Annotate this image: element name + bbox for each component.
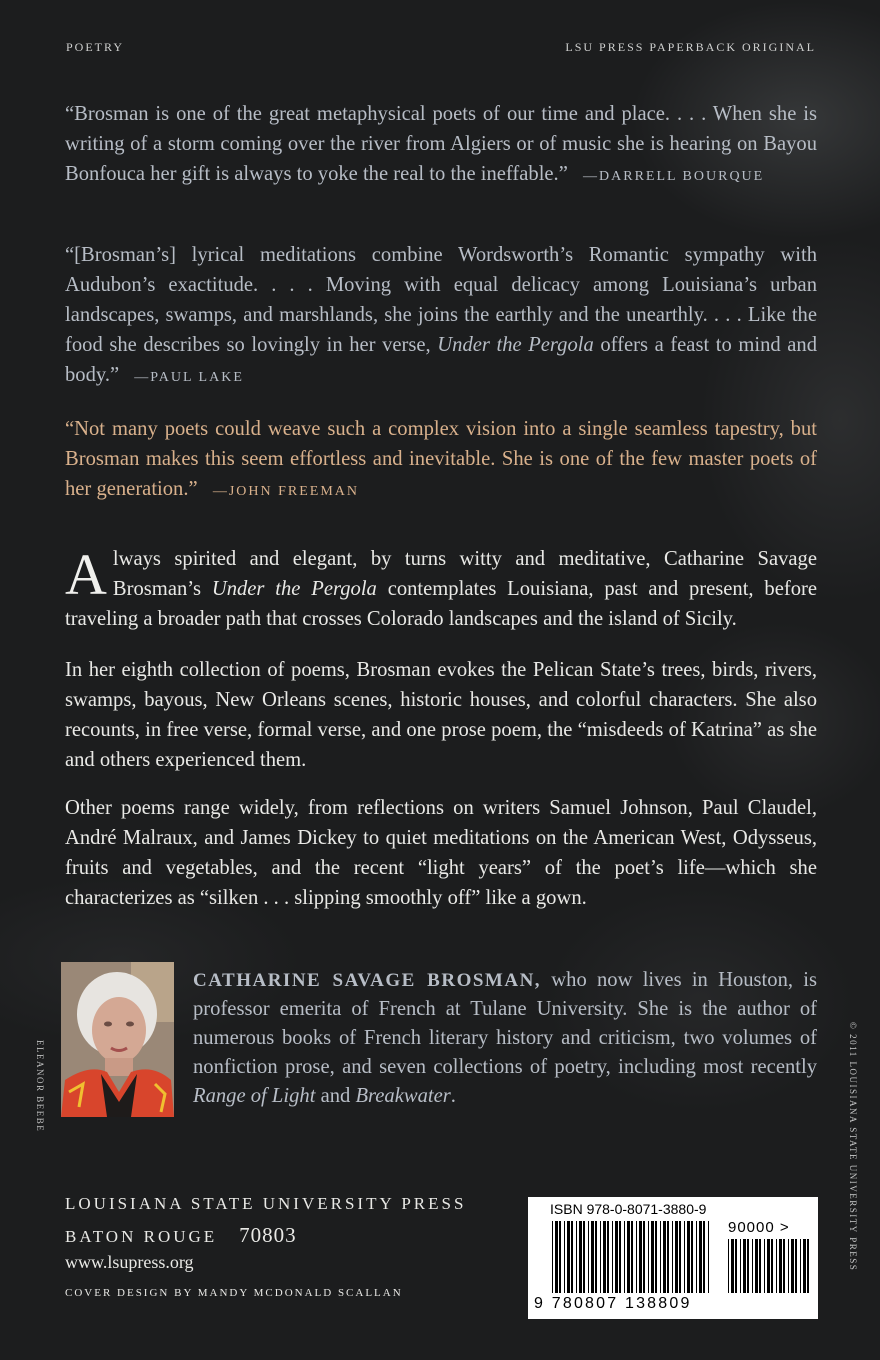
barcode-bar	[552, 1221, 553, 1293]
barcode-bar	[791, 1239, 794, 1293]
barcode-bar	[583, 1221, 585, 1293]
description-paragraph-1	[65, 544, 817, 634]
barcode-bar	[571, 1221, 573, 1293]
barcode-bar	[663, 1221, 666, 1293]
blurb-lake	[65, 240, 817, 393]
barcode-bar	[771, 1239, 773, 1293]
barcode-bar	[759, 1239, 761, 1293]
photo-credit: ELEANOR BEEBE	[35, 1040, 45, 1133]
barcode-bar	[648, 1221, 649, 1293]
barcode-bar	[788, 1239, 789, 1293]
blurb-text: “[Brosman’s] lyrical meditations combine Wordsworth’s Romantic sympathy with Audubon’s exactitude. . . . Moving with equal delicacy among Louisiana’s urban landscapes, swamps, and marshlands, she joins the earthly and the unearthly. . . . Like the food she describes so lovingly in her verse,	[65, 244, 817, 356]
barcode-bar	[783, 1239, 785, 1293]
price-code: 90000 >	[728, 1219, 790, 1236]
drop-cap: A	[65, 542, 107, 607]
author-photo	[61, 962, 174, 1117]
barcode-bar	[639, 1221, 642, 1293]
barcode-bar	[800, 1239, 801, 1293]
barcode-bar	[655, 1221, 657, 1293]
barcode-bar	[615, 1221, 618, 1293]
barcode-bar	[755, 1239, 758, 1293]
barcode-bar	[612, 1221, 613, 1293]
bio-text: and	[315, 1085, 356, 1107]
barcode-bar	[667, 1221, 669, 1293]
ean-digits: 9 780807 138809	[534, 1295, 692, 1312]
barcode-bar	[767, 1239, 770, 1293]
barcode-bar	[576, 1221, 577, 1293]
description-paragraph-3: Other poems range widely, from reflections on writers Samuel Johnson, Paul Claudel, André Malraux, and James Dickey to quiet meditations on the American West, Odysseus, fruits and vegetables, and the recent “light years” of the poet’s life—which she characterizes as “silken . . . slipping smoothly off” like a gown.	[65, 797, 817, 909]
copyright-notice: © 2011 LOUISIANA STATE UNIVERSITY PRESS	[848, 1022, 858, 1272]
barcode-bar	[619, 1221, 621, 1293]
barcode-bar	[696, 1221, 697, 1293]
bio-text: who now lives in Houston, is professor emerita of French at Tulane University. She is the author of numerous books of French literary history and criticism, two volumes of nonfiction prose, and seven collections of poetry, including most recently	[193, 969, 817, 1078]
barcode-bar	[595, 1221, 597, 1293]
book-title: Under the Pergola	[211, 578, 377, 600]
barcode-bar	[627, 1221, 630, 1293]
book-title: Breakwater	[355, 1085, 451, 1107]
barcode-bar	[687, 1221, 690, 1293]
barcode-bar	[740, 1239, 741, 1293]
book-title: Under the Pergola	[437, 334, 594, 356]
barcode-bar	[555, 1221, 558, 1293]
barcode-bar	[564, 1221, 565, 1293]
barcode-bar	[779, 1239, 782, 1293]
publisher-city: BATON ROUGE	[65, 1227, 218, 1246]
barcode-bar	[588, 1221, 589, 1293]
barcode-bar	[795, 1239, 797, 1293]
category-label: POETRY	[66, 40, 125, 54]
publisher-url[interactable]: www.lsupress.org	[65, 1252, 194, 1272]
barcode-bar	[764, 1239, 765, 1293]
blurb-attribution: —JOHN FREEMAN	[212, 484, 359, 499]
barcode-bar	[679, 1221, 681, 1293]
barcode-bar	[600, 1221, 601, 1293]
barcode-bar	[731, 1239, 734, 1293]
author-name: CATHARINE SAVAGE BROSMAN,	[193, 970, 542, 991]
barcode-bar	[559, 1221, 561, 1293]
barcode-bar	[743, 1239, 746, 1293]
blurb-text: “Not many poets could weave such a complex vision into a single seamless tapestry, but Brosman makes this seem effortless and inevitable. She is one of the few master poets of her generation.”	[65, 418, 817, 500]
description-paragraph-2: In her eighth collection of poems, Brosman evokes the Pelican State’s trees, birds, rivers, swamps, bayous, New Orleans scenes, historic houses, and colorful characters. She also recounts, in free verse, formal verse, and one prose poem, the “misdeeds of Katrina” as she and others experienced them.	[65, 659, 817, 771]
book-title: Range of Light	[193, 1085, 316, 1107]
isbn-barcode	[528, 1197, 818, 1319]
publisher-address	[65, 1223, 297, 1248]
barcode-bar	[636, 1221, 637, 1293]
barcode-bar	[735, 1239, 737, 1293]
barcode-bar	[752, 1239, 753, 1293]
barcode-bar	[603, 1221, 606, 1293]
barcode-bar	[643, 1221, 645, 1293]
barcode-bar	[567, 1221, 570, 1293]
blurb-attribution: —PAUL LAKE	[134, 370, 244, 385]
publisher-name: LOUISIANA STATE UNIVERSITY PRESS	[65, 1194, 467, 1213]
cover-design-credit: COVER DESIGN BY MANDY MCDONALD SCALLAN	[65, 1287, 403, 1299]
barcode-bar	[624, 1221, 625, 1293]
blurb-attribution: —DARRELL BOURQUE	[583, 169, 765, 184]
barcode-bar	[607, 1221, 609, 1293]
barcode-bar	[776, 1239, 777, 1293]
blurb-text: offers a feast to mind and body.”	[65, 334, 817, 386]
barcode-bar	[747, 1239, 749, 1293]
blurb-text: “Brosman is one of the great metaphysical poets of our time and place. . . . When she is writing of a storm coming over the river from Algiers or of music she is hearing on Bayou Bonfouca her gift is always to yoke the real to the ineffable.”	[65, 103, 817, 185]
barcode-bar	[675, 1221, 678, 1293]
barcode-bar	[699, 1221, 702, 1293]
barcode-bar	[651, 1221, 654, 1293]
barcode-bar	[703, 1221, 705, 1293]
barcode-bar	[672, 1221, 673, 1293]
author-bio	[193, 966, 817, 1111]
barcode-bar	[591, 1221, 594, 1293]
barcode-bar	[631, 1221, 633, 1293]
bio-text: .	[450, 1085, 456, 1107]
blurb-bourque	[65, 99, 817, 192]
barcode-bar	[660, 1221, 661, 1293]
barcode-bar	[807, 1239, 809, 1293]
description-text: lways spirited and elegant, by turns witty and meditative, Catharine Savage Brosman’s	[112, 548, 817, 600]
barcode-bar	[803, 1239, 806, 1293]
description-text: contemplates Louisiana, past and present, before traveling a broader path that crosses Colorado landscapes and the island of Sicily.	[65, 578, 817, 630]
barcode-bar	[691, 1221, 693, 1293]
isbn-number: ISBN 978-0-8071-3880-9	[550, 1201, 707, 1217]
barcode-bar	[728, 1239, 729, 1293]
barcode-bar	[708, 1221, 709, 1293]
publisher-zip: 70803	[239, 1223, 297, 1247]
barcode-bar	[684, 1221, 685, 1293]
blurb-freeman	[65, 414, 817, 507]
series-label: LSU PRESS PAPERBACK ORIGINAL	[565, 40, 816, 54]
author-portrait-image	[61, 962, 174, 1117]
barcode-bar	[579, 1221, 582, 1293]
